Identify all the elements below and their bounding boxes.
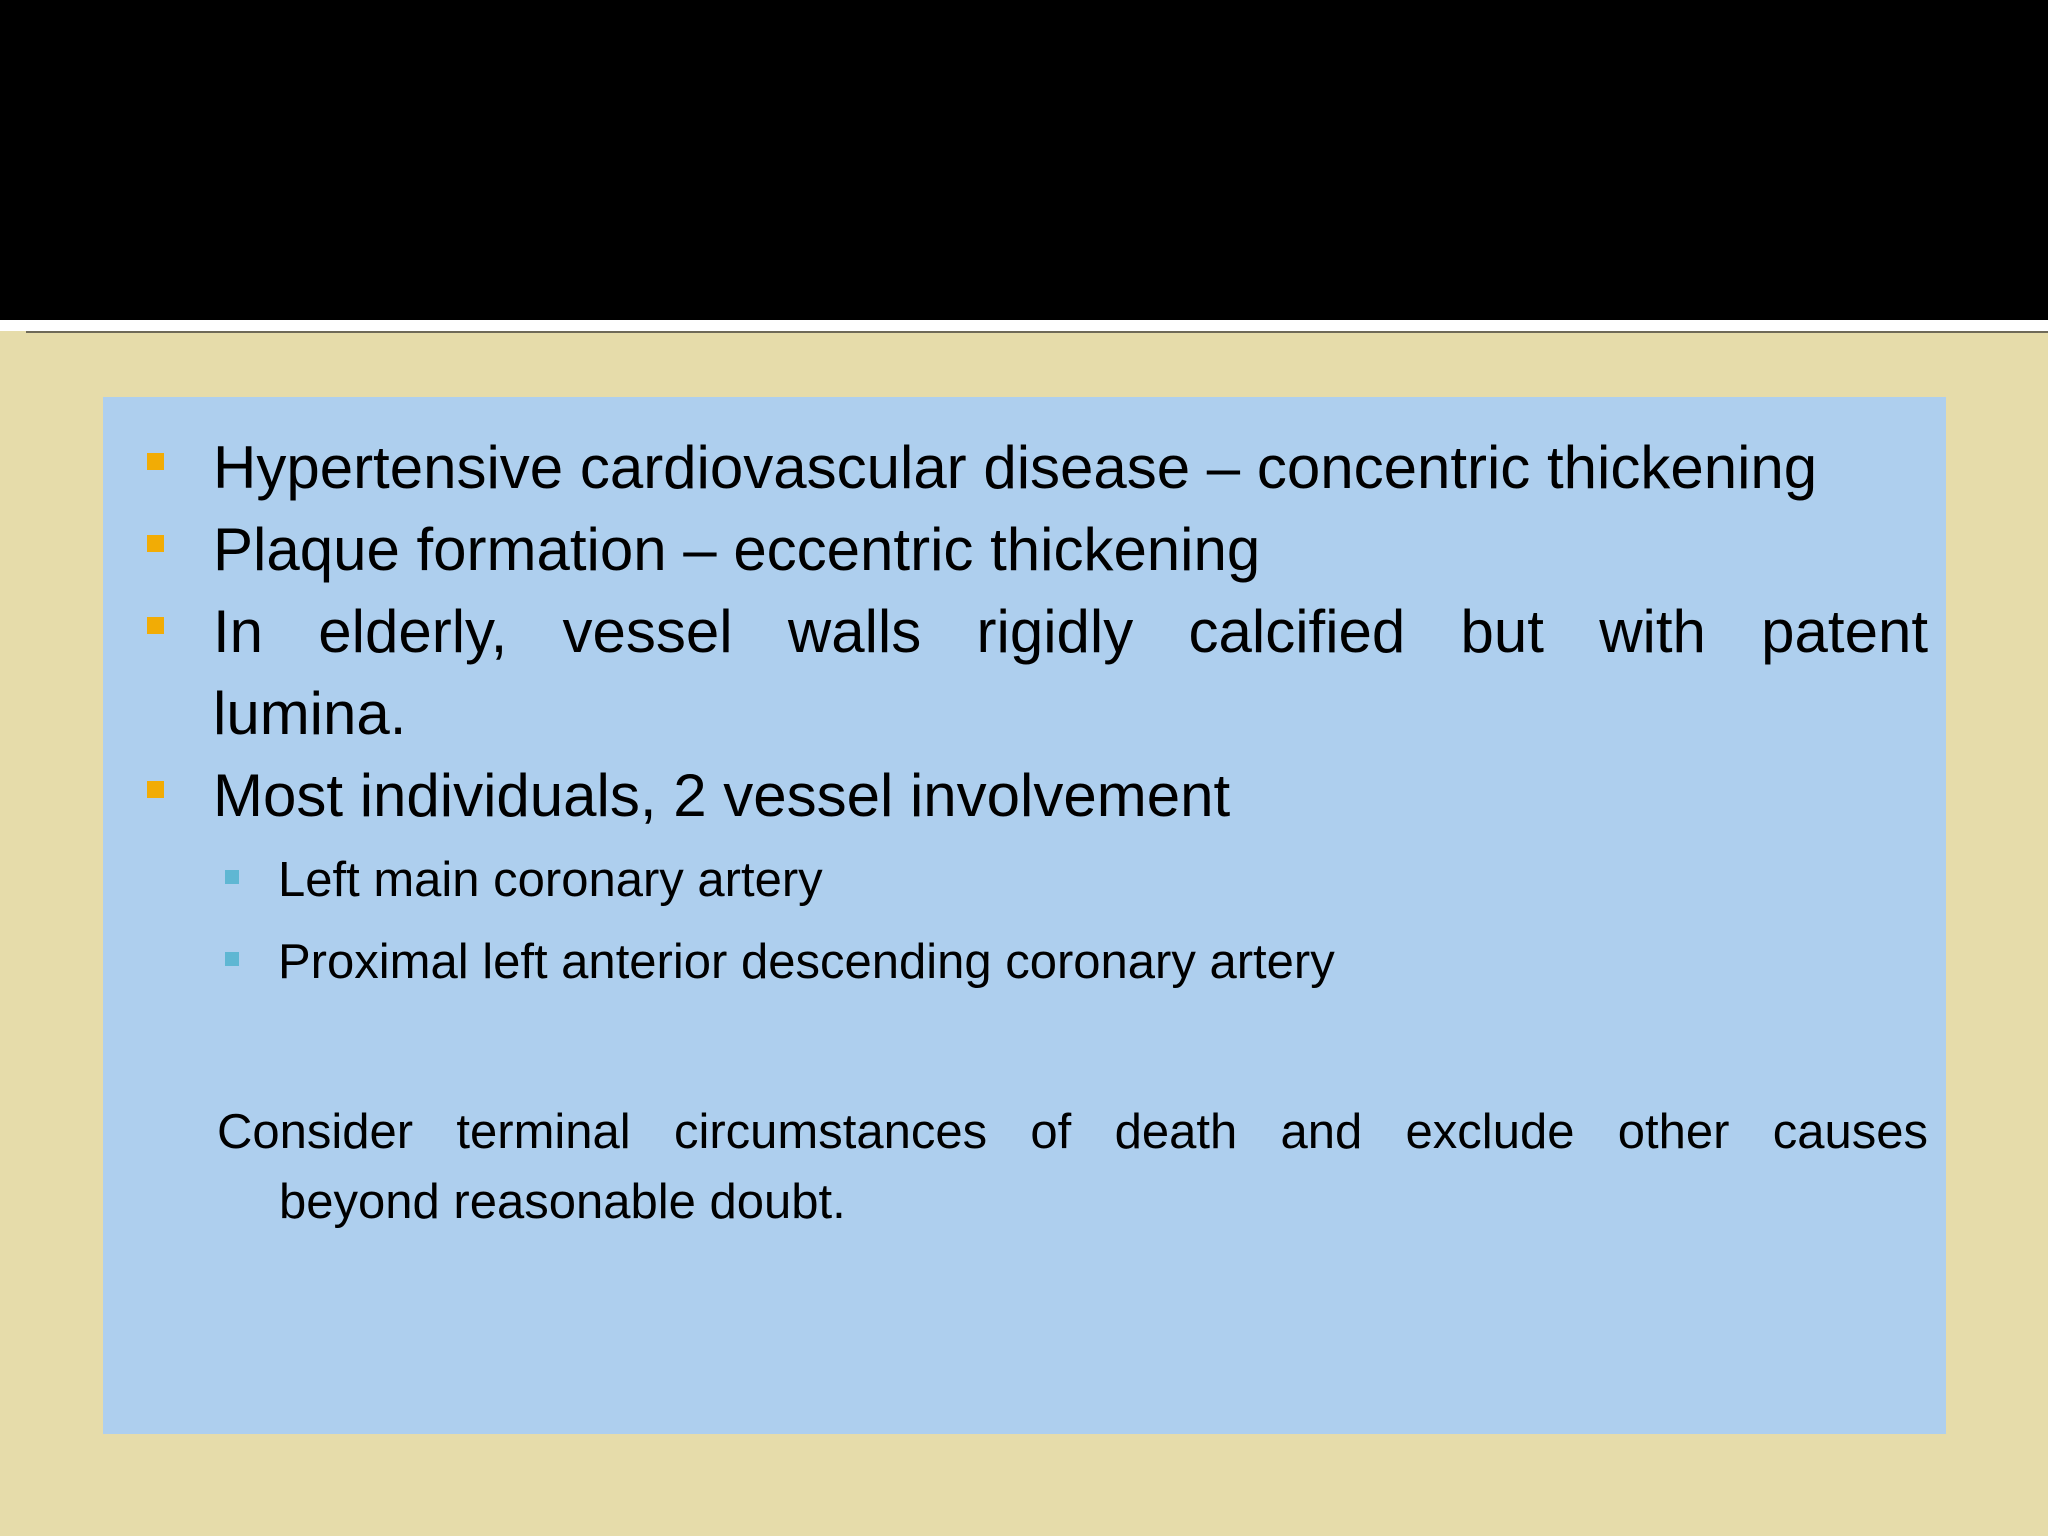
note-paragraph <box>217 1097 1928 1237</box>
sub-bullet-item <box>278 845 1878 915</box>
bullet-item <box>213 509 1913 591</box>
note-line: beyond reasonable doubt. <box>279 1175 846 1229</box>
square-sub-bullet-icon <box>225 952 239 966</box>
sub-bullet-item <box>278 927 1878 997</box>
square-bullet-icon <box>147 535 164 552</box>
bullet-continuation <box>213 673 1913 755</box>
title-bar <box>0 0 2048 320</box>
sub-bullet-text: Proximal left anterior descending coronary artery <box>278 935 1335 989</box>
square-bullet-icon <box>147 617 164 634</box>
bullet-text: Hypertensive cardiovascular disease – concentric thickening <box>213 434 1818 501</box>
bullet-item <box>213 755 1913 837</box>
bullet-item <box>213 427 1913 509</box>
square-sub-bullet-icon <box>225 870 239 884</box>
bullet-text: Most individuals, 2 vessel involvement <box>213 762 1231 829</box>
content-box <box>103 397 1946 1434</box>
note-line: Consider terminal circumstances of death and exclude other causes <box>217 1105 1928 1159</box>
bullet-text-line: In elderly, vessel walls rigidly calcified but with patent <box>213 598 1928 665</box>
bullet-text: Plaque formation – eccentric thickening <box>213 516 1261 583</box>
bullet-item <box>213 591 1928 673</box>
square-bullet-icon <box>147 781 164 798</box>
title-separator <box>0 320 2048 331</box>
square-bullet-icon <box>147 453 164 470</box>
bullet-text-line: lumina. <box>213 680 407 747</box>
divider-line <box>26 331 2048 333</box>
sub-bullet-text: Left main coronary artery <box>278 853 823 907</box>
